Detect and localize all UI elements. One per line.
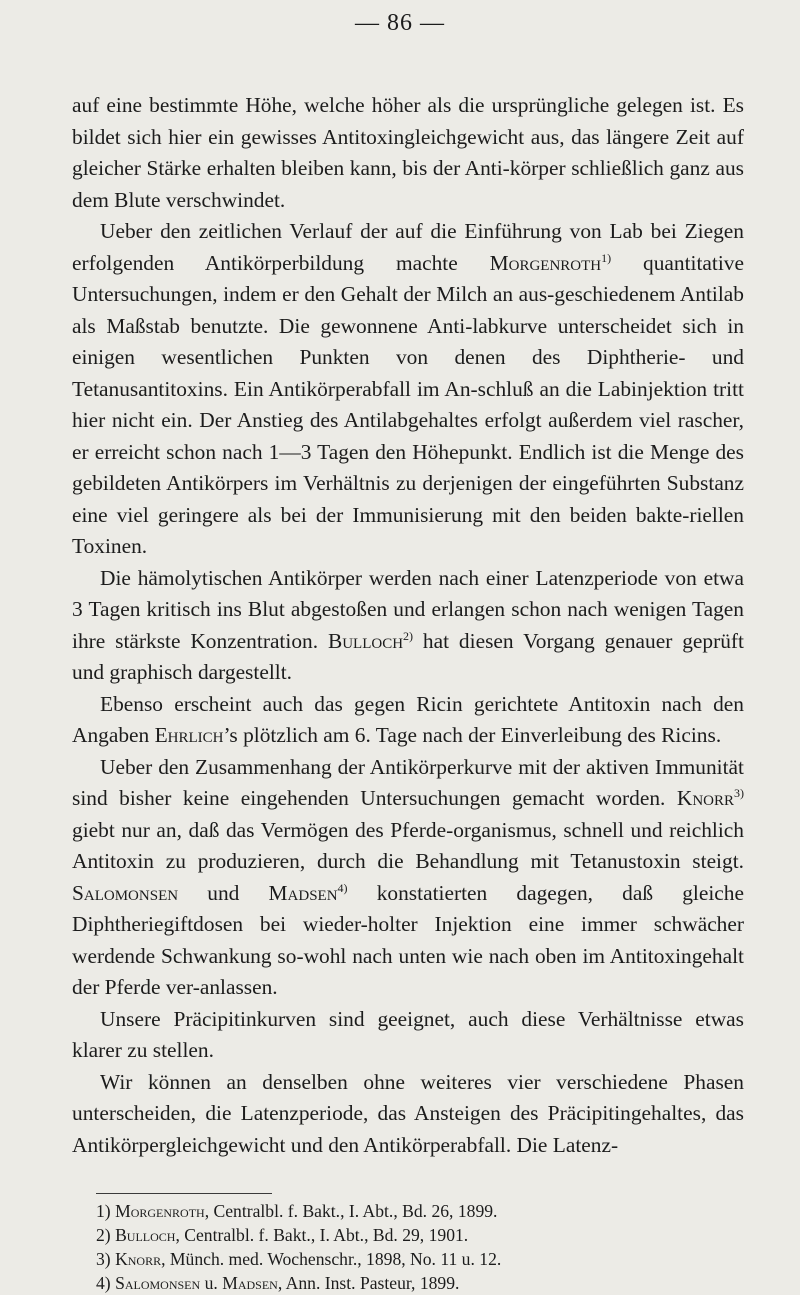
paragraph-5-text-d: konstatierten dagegen, daß gleiche Diphtheriegiftdosen bei wieder-holter Injektion eine immer schwächer werdende Schwankung so-wohl nach unten wie nach oben im Antitoxingehalt der Pferde ver-anlassen. <box>72 880 744 999</box>
paragraph-5-text-a: Ueber den Zusammenhang der Antikörperkurve mit der aktiven Immunität sind bisher keine eingehenden Untersuchungen gemacht worden. <box>72 754 744 810</box>
footnote-ref-3: 3) <box>734 786 744 800</box>
footnote-1 <box>96 1199 756 1223</box>
page-number: — 86 — <box>355 10 445 36</box>
paragraph-2 <box>72 216 744 563</box>
footnote-ref-3-number: 3 <box>734 786 740 800</box>
footnote-ref-4: 4) <box>337 880 348 895</box>
footnote-number: 1) <box>96 1201 111 1221</box>
footnote-citation: , Centralbl. f. Bakt., I. Abt., Bd. 29, 1901. <box>175 1225 469 1245</box>
footnote-3 <box>96 1247 756 1271</box>
footnote-citation: , Ann. Inst. Pasteur, 1899. <box>277 1273 460 1293</box>
footnote-ref-2-number: 2 <box>403 628 410 643</box>
footnote-author: Bulloch <box>115 1225 176 1245</box>
body-text <box>72 90 744 1161</box>
author-ehrlich: Ehrlich <box>154 723 224 747</box>
paragraph-4-text-a: Ebenso erscheint auch das gegen Ricin gerichtete Antitoxin nach den Angaben <box>72 691 744 747</box>
footnote-ref-2: 2) <box>403 628 414 643</box>
paragraph-4-text-b: ’s plötzlich am 6. Tage nach der Einverleibung des Ricins. <box>223 723 722 747</box>
footnote-number: 4) <box>96 1273 111 1293</box>
footnote-number: 2) <box>96 1225 111 1245</box>
footnote-author: Knorr <box>115 1249 162 1269</box>
paragraph-3-text-b: hat diesen Vorgang genauer geprüft und graphisch dargestellt. <box>72 628 744 684</box>
footnote-citation: , Centralbl. f. Bakt., I. Abt., Bd. 26, 1899. <box>204 1201 498 1221</box>
footnote-number: 3) <box>96 1249 111 1269</box>
paragraph-7: Wir können an denselben ohne weiteres vier verschiedene Phasen unterscheiden, die Latenzperiode, das Ansteigen des Präcipitingehaltes, das Antikörpergleichgewicht und den Antikörperabfall. Die Latenz- <box>72 1069 744 1157</box>
paragraph-6: Unsere Präcipitinkurven sind geeignet, auch diese Verhältnisse etwas klarer zu stellen. <box>72 1006 744 1062</box>
author-salomonsen: Salomonsen <box>72 880 179 905</box>
author-knorr: Knorr <box>676 786 734 810</box>
footnote-author: Salomonsen <box>115 1273 201 1293</box>
paragraph-3 <box>72 563 744 689</box>
paragraph-2-text-b: quantitative Untersuchungen, indem er den Gehalt der Milch an aus-geschiedenem Antilab als Maßstab benutzte. Die gewonnene Anti-labkurve unterscheidet sich in einigen wesentlichen Punkten von denen des Diphtherie- und Tetanusantitoxins. Ein Antikörperabfall im An-schluß an die Labinjektion tritt hier nicht ein. Der Anstieg des Antilabgehaltes erfolgt außerdem viel rascher, er erreicht schon nach 1—3 Tagen den Höhepunkt. Endlich ist die Menge des gebildeten Antikörpers im Verhältnis zu derjenigen der eingeführten Substanz eine viel geringere als bei der Immunisierung mit den beiden bakte-riellen Toxinen. <box>72 250 744 558</box>
footnote-author: Morgenroth <box>115 1201 205 1221</box>
paragraph-1: auf eine bestimmte Höhe, welche höher als die ursprüngliche gelegen ist. Es bildet sich hier ein gewisses Antitoxingleichgewicht aus, das längere Zeit auf gleicher Stärke erhalten bleiben kann, bis der Anti-körper schließlich ganz aus dem Blute verschwindet. <box>72 93 744 212</box>
paragraph-4 <box>72 689 744 752</box>
footnote-connector: u. <box>200 1273 223 1293</box>
footnote-ref-4-number: 4 <box>337 880 344 895</box>
paragraph-3-text-a: Die hämolytischen Antikörper werden nach einer Latenzperiode von etwa 3 Tagen kritisch ins Blut abgestoßen und erlangen schon nach wenigen Tagen ihre stärkste Konzentration. <box>72 565 744 653</box>
footnote-4 <box>96 1271 756 1295</box>
author-bulloch: Bulloch <box>327 628 404 653</box>
footnote-ref-1-number: 1 <box>601 250 608 265</box>
paragraph-5 <box>72 752 744 1004</box>
paragraph-5-text-b: giebt nur an, daß das Vermögen des Pferde-organismus, schnell und reichlich Antitoxin zu produzieren, durch die Behandlung mit Tetanustoxin steigt. <box>72 817 744 873</box>
footnote-ref-1: 1) <box>601 250 612 265</box>
footnote-citation: , Münch. med. Wochenschr., 1898, No. 11 u. 12. <box>161 1249 502 1269</box>
footnote-divider <box>96 1193 272 1194</box>
footnote-author-2: Madsen <box>222 1273 278 1293</box>
paragraph-2-text-a: Ueber den zeitlichen Verlauf der auf die Einführung von Lab bei Ziegen erfolgenden Antikörperbildung machte <box>72 219 744 275</box>
paragraph-5-text-c: und <box>178 880 269 905</box>
footnotes <box>96 1199 756 1295</box>
author-madsen: Madsen <box>268 880 338 905</box>
footnote-2 <box>96 1223 756 1247</box>
author-morgenroth: Morgenroth <box>489 250 602 275</box>
